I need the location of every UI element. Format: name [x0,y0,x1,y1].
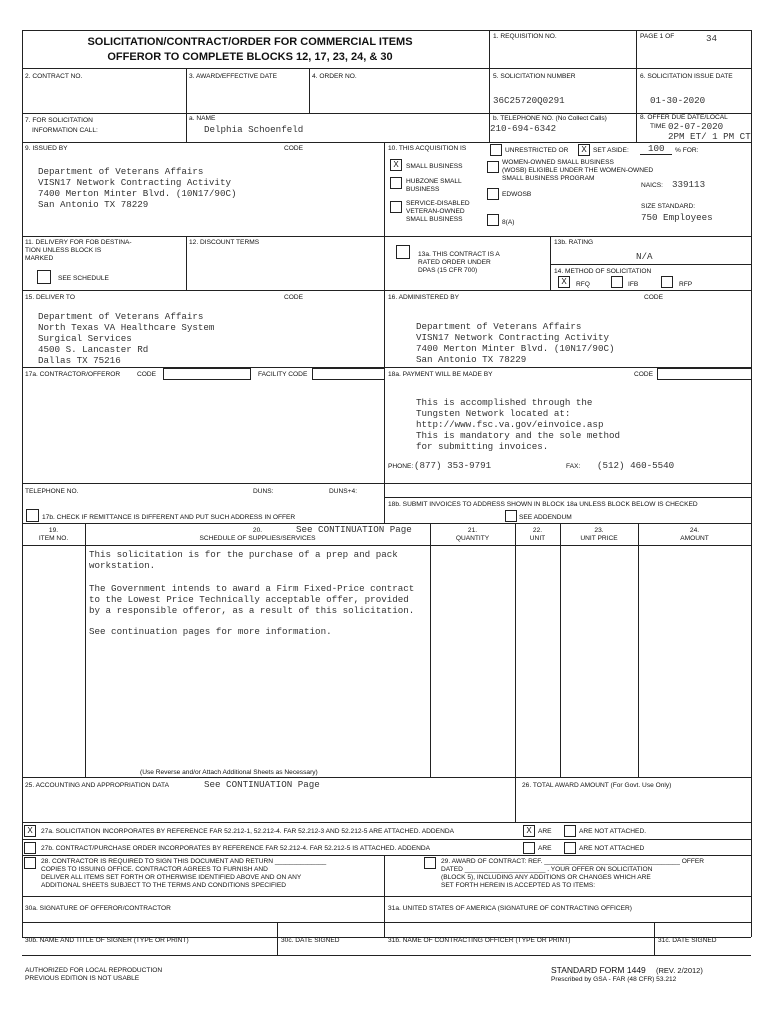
29-checkbox[interactable] [424,857,436,869]
27a-checkbox[interactable]: X [24,825,36,837]
sdvosb-checkbox[interactable] [390,201,402,213]
col-unit-price: 23. UNIT PRICE [580,527,618,542]
telephone-number[interactable]: 210-694-6342 [490,123,557,134]
facility-code-label: FACILITY CODE [258,371,308,378]
issued-by-label: 9. ISSUED BY [25,145,68,152]
issued-code-label: CODE [284,145,304,152]
col-quantity: 21. QUANTITY [455,527,490,542]
eight-a-label: 8(A) [502,219,515,226]
payment-fax-label: FAX: [566,463,581,470]
27b-text: 27b. CONTRACT/PURCHASE ORDER INCORPORATES BY REFERENCE FAR 52.212-4. FAR 52.212-5 IS ATTACHED. ADDENDA [41,845,431,852]
28-checkbox[interactable] [24,857,36,869]
rfq-checkbox[interactable]: X [558,276,570,288]
acquisition-label: 10. THIS ACQUISITION IS [388,145,467,152]
col-unit: 22. UNIT [529,527,546,542]
co-name-label: 31b. NAME OF CONTRACTING OFFICER (TYPE OR PRINT) [388,937,571,944]
payment-label: 18a. PAYMENT WILL BE MADE BY [388,371,493,378]
27b-checkbox[interactable] [24,842,36,854]
administered-by-address: Department of Veterans Affairs VISN17 Network Contracting Activity 7400 Merton Minter Blvd. (10N17/90C) San Antonio TX 78229 [416,321,615,365]
accounting-label: 25. ACCOUNTING AND APPROPRIATION DATA [25,782,169,789]
deliver-code-label: CODE [284,294,304,301]
accounting-value: See CONTINUATION Page [204,779,320,790]
telephone-no-label: TELEPHONE NO. [25,488,79,495]
edwosb-label: EDWOSB [502,191,532,198]
form-title-line2: OFFEROR TO COMPLETE BLOCKS 12, 17, 23, 24, & 30 [107,51,393,63]
rating-value[interactable]: N/A [636,251,653,262]
method-label: 14. METHOD OF SOLICITATION [554,268,652,275]
remittance-label: 17b. CHECK IF REMITTANCE IS DIFFERENT AND PUT SUCH ADDRESS IN OFFER [42,514,296,521]
col-amount: 24. AMOUNT [680,527,709,542]
offer-due-date[interactable]: 02-07-2020 [668,121,724,132]
footer-left: AUTHORIZED FOR LOCAL REPRODUCTION PREVIOUS EDITION IS NOT USABLE [25,967,163,982]
edwosb-checkbox[interactable] [487,188,499,200]
set-aside-percent[interactable]: 100 [648,143,665,154]
time-label: TIME [650,123,666,130]
signer-name-label: 30b. NAME AND TITLE OF SIGNER (TYPE OR PRINT) [25,937,189,944]
issued-by-address: Department of Veterans Affairs VISN17 Network Contracting Activity 7400 Merton Minter Blvd. (10N17/90C) San Antonio TX 78229 [38,166,237,210]
schedule-paragraph-2: The Government intends to award a Firm Fixed-Price contract to the Lowest Price Technically acceptable offer, provided by a responsible offeror, as a result of this solicitation. [89,583,415,616]
27b-are-not-label: ARE NOT ATTACHED [579,845,645,852]
29-text: 29. AWARD OF CONTRACT: REF. _____________________________________ OFFER DATED ______________________ . YOUR OFFER ON SOLICITATION (BLOCK 5), INCLUDING ANY ADDITIONS OR CHANGES WHICH ARE SET FORTH HEREIN IS ACCEPTED AS TO ITEMS: [441,858,705,889]
solicitation-number[interactable]: 36C25720Q0291 [493,95,565,106]
payment-phone-label: PHONE: [388,463,414,470]
rated-order-label: 13a. THIS CONTRACT IS A RATED ORDER UNDER DPAS (15 CFR 700) [418,251,500,274]
rfp-label: RFP [679,281,693,288]
percent-for-label: % FOR: [675,147,699,154]
27a-are-checkbox[interactable]: X [523,825,535,837]
deliver-to-label: 15. DELIVER TO [25,294,75,301]
solicitation-issue-date[interactable]: 01-30-2020 [650,95,706,106]
small-business-label: SMALL BUSINESS [406,163,463,170]
27a-are-not-label: ARE NOT ATTACHED. [579,828,647,835]
contractor-code-label: CODE [137,371,157,378]
discount-terms-label: 12. DISCOUNT TERMS [189,239,260,246]
addendum-checkbox[interactable] [505,510,517,522]
naics-code[interactable]: 339113 [672,179,706,190]
page-total: 34 [706,33,718,44]
naics-label: NAICS: [641,182,663,189]
set-aside-label: SET ASIDE: [593,147,629,154]
remittance-checkbox[interactable] [26,509,39,522]
contact-name-label: a. NAME [189,115,216,122]
27a-are-not-checkbox[interactable] [564,825,576,837]
contract-no-label: 2. CONTRACT NO. [25,73,83,80]
payment-phone[interactable]: (877) 353-9791 [414,460,492,471]
administered-by-label: 16. ADMINISTERED BY [388,294,460,301]
set-aside-checkbox[interactable]: X [578,144,590,156]
date-signed-30c-label: 30c. DATE SIGNED [281,937,340,944]
submit-invoices-label: 18b. SUBMIT INVOICES TO ADDRESS SHOWN IN BLOCK 18a UNLESS BLOCK BELOW IS CHECKED [388,501,698,508]
rfp-checkbox[interactable] [661,276,673,288]
rating-label: 13b. RATING [554,239,594,246]
27a-text: 27a. SOLICITATION INCORPORATES BY REFERENCE FAR 52.212-1, 52.212-4. FAR 52.212-3 AND 52.212-5 ARE ATTACHED. ADDENDA [41,828,454,835]
see-schedule-label: SEE SCHEDULE [58,275,109,282]
contractor-label: 17a. CONTRACTOR/OFFEROR [25,371,121,378]
wosb-checkbox[interactable] [487,161,499,173]
addendum-label: SEE ADDENDUM [519,514,572,521]
sdvosb-label: SERVICE-DISABLED VETERAN-OWNED SMALL BUSINESS [406,200,470,223]
27b-are-checkbox[interactable] [523,842,535,854]
28-text: 28. CONTRACTOR IS REQUIRED TO SIGN THIS DOCUMENT AND RETURN ______________ COPIES TO ISSUING OFFICE. CONTRACTOR AGREES TO FURNISH AND DELIVER ALL ITEMS SET FORTH OR OTHERWISE IDENTIFIED ABOVE AND ON ANY ADDITIONAL SHEETS SUBJECT TO THE TERMS AND CONDITIONS SPECIFIED [41,858,327,889]
reverse-note: (Use Reverse and/or Attach Additional Sheets as Necessary) [140,769,318,776]
col-item-no: 19. ITEM NO. [38,527,69,542]
payment-code-field[interactable] [657,368,752,380]
delivery-fob-label: 11. DELIVERY FOR FOB DESTINA- TION UNLESS BLOCK IS MARKED [25,239,132,262]
form-revision: (REV. 2/2012) [656,966,703,975]
rfq-label: RFQ [576,281,590,288]
schedule-paragraph-1: This solicitation is for the purchase of a prep and pack workstation. [89,549,398,571]
hubzone-checkbox[interactable] [390,177,402,189]
size-standard[interactable]: 750 Employees [641,212,713,223]
signature-offeror-label: 30a. SIGNATURE OF OFFEROR/CONTRACTOR [25,905,171,912]
form-name: STANDARD FORM 1449 [551,965,646,975]
signature-co-label: 31a. UNITED STATES OF AMERICA (SIGNATURE OF CONTRACTING OFFICER) [388,905,632,912]
continuation-note: See CONTINUATION Page [296,524,412,535]
award-date-label: 3. AWARD/EFFECTIVE DATE [189,73,278,80]
contractor-code-field[interactable] [163,368,251,380]
ifb-label: IFB [628,281,639,288]
duns4-label: DUNS+4: [329,488,358,495]
date-signed-31c-label: 31c. DATE SIGNED [658,937,717,944]
payment-fax[interactable]: (512) 460-5540 [597,460,675,471]
form-title-line1: SOLICITATION/CONTRACT/ORDER FOR COMMERCIAL ITEMS [87,36,413,48]
requisition-label: 1. REQUISITION NO. [493,33,557,40]
col-schedule: 20. SCHEDULE OF SUPPLIES/SERVICES [199,527,316,542]
see-schedule-checkbox[interactable] [37,270,51,284]
order-no-label: 4. ORDER NO. [312,73,357,80]
small-business-checkbox[interactable]: X [390,159,402,171]
total-award-label: 26. TOTAL AWARD AMOUNT (For Govt. Use Only) [522,782,672,789]
contact-name[interactable]: Delphia Schoenfeld [204,124,304,135]
ifb-checkbox[interactable] [611,276,623,288]
27a-are-label: ARE [538,828,552,835]
eight-a-checkbox[interactable] [487,214,499,226]
unrestricted-label: UNRESTRICTED OR [505,147,569,154]
duns-label: DUNS: [253,488,274,495]
payment-instructions: This is accomplished through the Tungsten Network located at: http://www.fsc.va.gov/einvoice.asp This is mandatory and the sole method for submitting invoices. [416,397,620,452]
deliver-to-address: Department of Veterans Affairs North Texas VA Healthcare System Surgical Services 4500 S. Lancaster Rd Dallas TX 75216 [38,311,215,366]
solicitation-number-label: 5. SOLICITATION NUMBER [493,73,576,80]
info-call-label-2: INFORMATION CALL: [32,127,98,134]
size-standard-label: SIZE STANDARD: [641,203,696,210]
rated-order-checkbox[interactable] [396,245,410,259]
schedule-paragraph-3: See continuation pages for more information. [89,626,332,637]
prescribed-by: Prescribed by GSA - FAR (48 CFR) 53.212 [551,976,677,983]
payment-code-label: CODE [634,371,654,378]
hubzone-label: HUBZONE SMALL BUSINESS [406,178,462,193]
wosb-label: WOMEN-OWNED SMALL BUSINESS (WOSB) ELIGIBLE UNDER THE WOMEN-OWNED SMALL BUSINESS PROGRAM [502,159,654,182]
admin-code-label: CODE [644,294,664,301]
facility-code-field[interactable] [312,368,385,380]
offer-due-time[interactable]: 2PM ET/ 1 PM CT [668,131,751,142]
page-label: PAGE 1 OF [640,33,675,40]
offer-due-label: 8. OFFER DUE DATE/LOCAL [640,114,728,121]
27b-are-label: ARE [538,845,552,852]
solicitation-issue-date-label: 6. SOLICITATION ISSUE DATE [640,73,733,80]
27b-are-not-checkbox[interactable] [564,842,576,854]
telephone-label: b. TELEPHONE NO. (No Collect Calls) [493,115,607,122]
info-call-label-1: 7. FOR SOLICITATION [25,117,93,124]
unrestricted-checkbox[interactable] [490,144,502,156]
